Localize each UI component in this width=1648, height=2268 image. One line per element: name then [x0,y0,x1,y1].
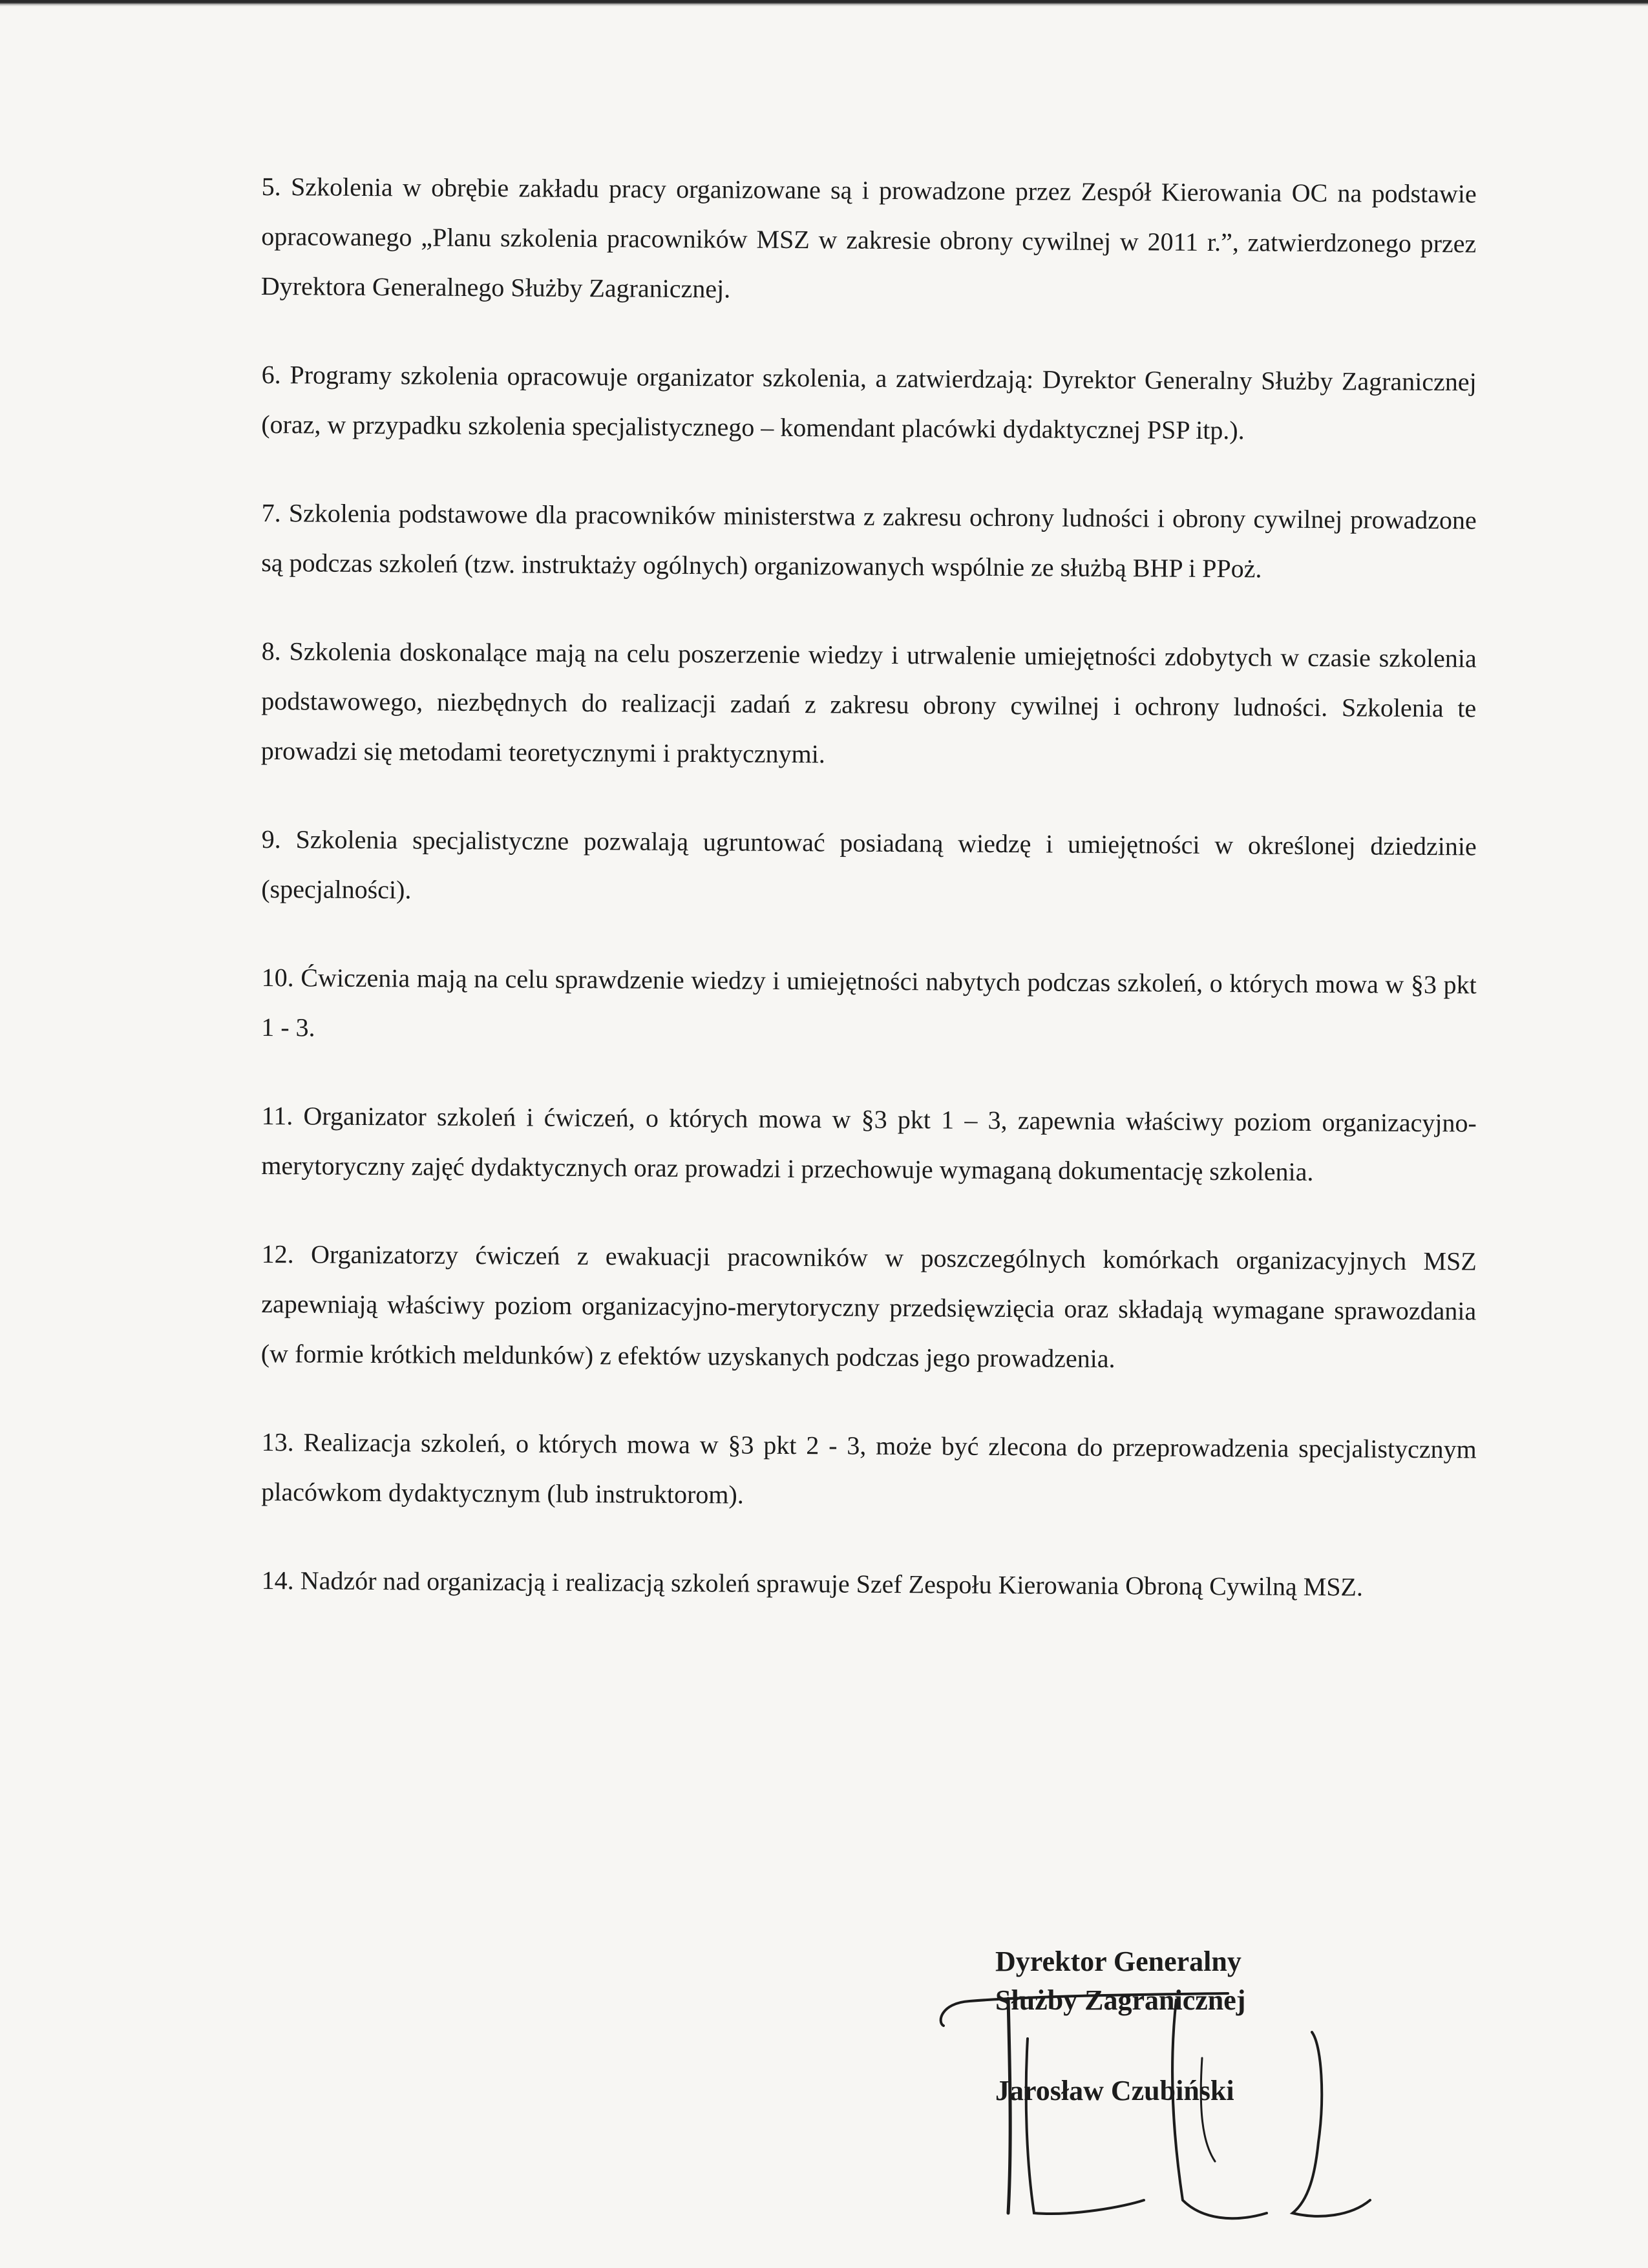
signatory-organization: Służby Zagranicznej [995,1984,1246,2016]
paragraph-9: 9. Szkolenia specjalistyczne pozwalają ugruntować posiadaną wiedzę i umiejętności w określonej dziedzinie (specjalności). [261,824,1477,905]
signature-block [931,1929,1383,2232]
paragraph-14: 14. Nadzór nad organizacją i realizacją szkoleń sprawuje Szef Zespołu Kierowania Obroną Cywilną MSZ. [261,1565,1364,1602]
paragraph-11: 11. Organizator szkoleń i ćwiczeń, o których mowa w §3 pkt 1 – 3, zapewnia właściwy poziom organizacyjno-merytoryczny zajęć dydaktycznych oraz prowadzi i przechowuje wymaganą dokumentację szkolenia. [261,1100,1477,1186]
paragraph-7: 7. Szkolenia podstawowe dla pracowników ministerstwa z zakresu ochrony ludności i obrony cywilnej prowadzone są podczas szkoleń (tzw. instruktaży ogólnych) organizowanych wspólnie ze służbą BHP i PPoż. [261,498,1477,583]
paragraph-12: 12. Organizatorzy ćwiczeń z ewakuacji pracowników w poszczególnych komórkach organizacyjnych MSZ zapewniają właściwy poziom organizacyjno-merytoryczny przedsięwzięcia oraz składają wymagane sprawozdania (w formie krótkich meldunków) z efektów uzyskanych podczas jego prowadzenia. [260,1239,1477,1374]
signatory-name: Jarosław Czubiński [995,2075,1234,2106]
signatory-title: Dyrektor Generalny [995,1946,1241,1977]
paragraph-5: 5. Szkolenia w obrębie zakładu pracy organizowane są i prowadzone przez Zespół Kierowania OC na podstawie opracowanego „Planu szkolenia pracowników MSZ w zakresie obrony cywilnej w 2011 r.”, zatwierdzonego przez Dyrektora Generalnego Służby Zagranicznej. [260,171,1477,304]
paragraph-10: 10. Ćwiczenia mają na celu sprawdzenie wiedzy i umiejętności nabytych podczas szkoleń, o których mowa w §3 pkt 1 - 3. [261,962,1477,1042]
handwritten-signature-icon [931,1929,1383,2232]
paragraph-8: 8. Szkolenia doskonalące mają na celu poszerzenie wiedzy i utrwalenie umiejętności zdobytych w czasie szkolenia podstawowego, niezbędnych do realizacji zadań z zakresu obrony cywilnej i ochrony ludności. Szkolenia te prowadzi się metodami teoretycznymi i praktycznymi. [260,636,1477,769]
paragraph-13: 13. Realizacja szkoleń, o których mowa w §3 pkt 2 - 3, może być zlecona do przeprowadzenia specjalistycznym placówkom dydaktycznym (lub instruktorom). [261,1427,1477,1509]
scan-top-edge [0,0,1648,6]
document-body [262,162,1477,1644]
paragraph-6: 6. Programy szkolenia opracowuje organizator szkolenia, a zatwierdzają: Dyrektor Generalny Służby Zagranicznej (oraz, w przypadku szkolenia specjalistycznego – komendant placówki dydaktycznej PSP itp.). [261,359,1477,445]
